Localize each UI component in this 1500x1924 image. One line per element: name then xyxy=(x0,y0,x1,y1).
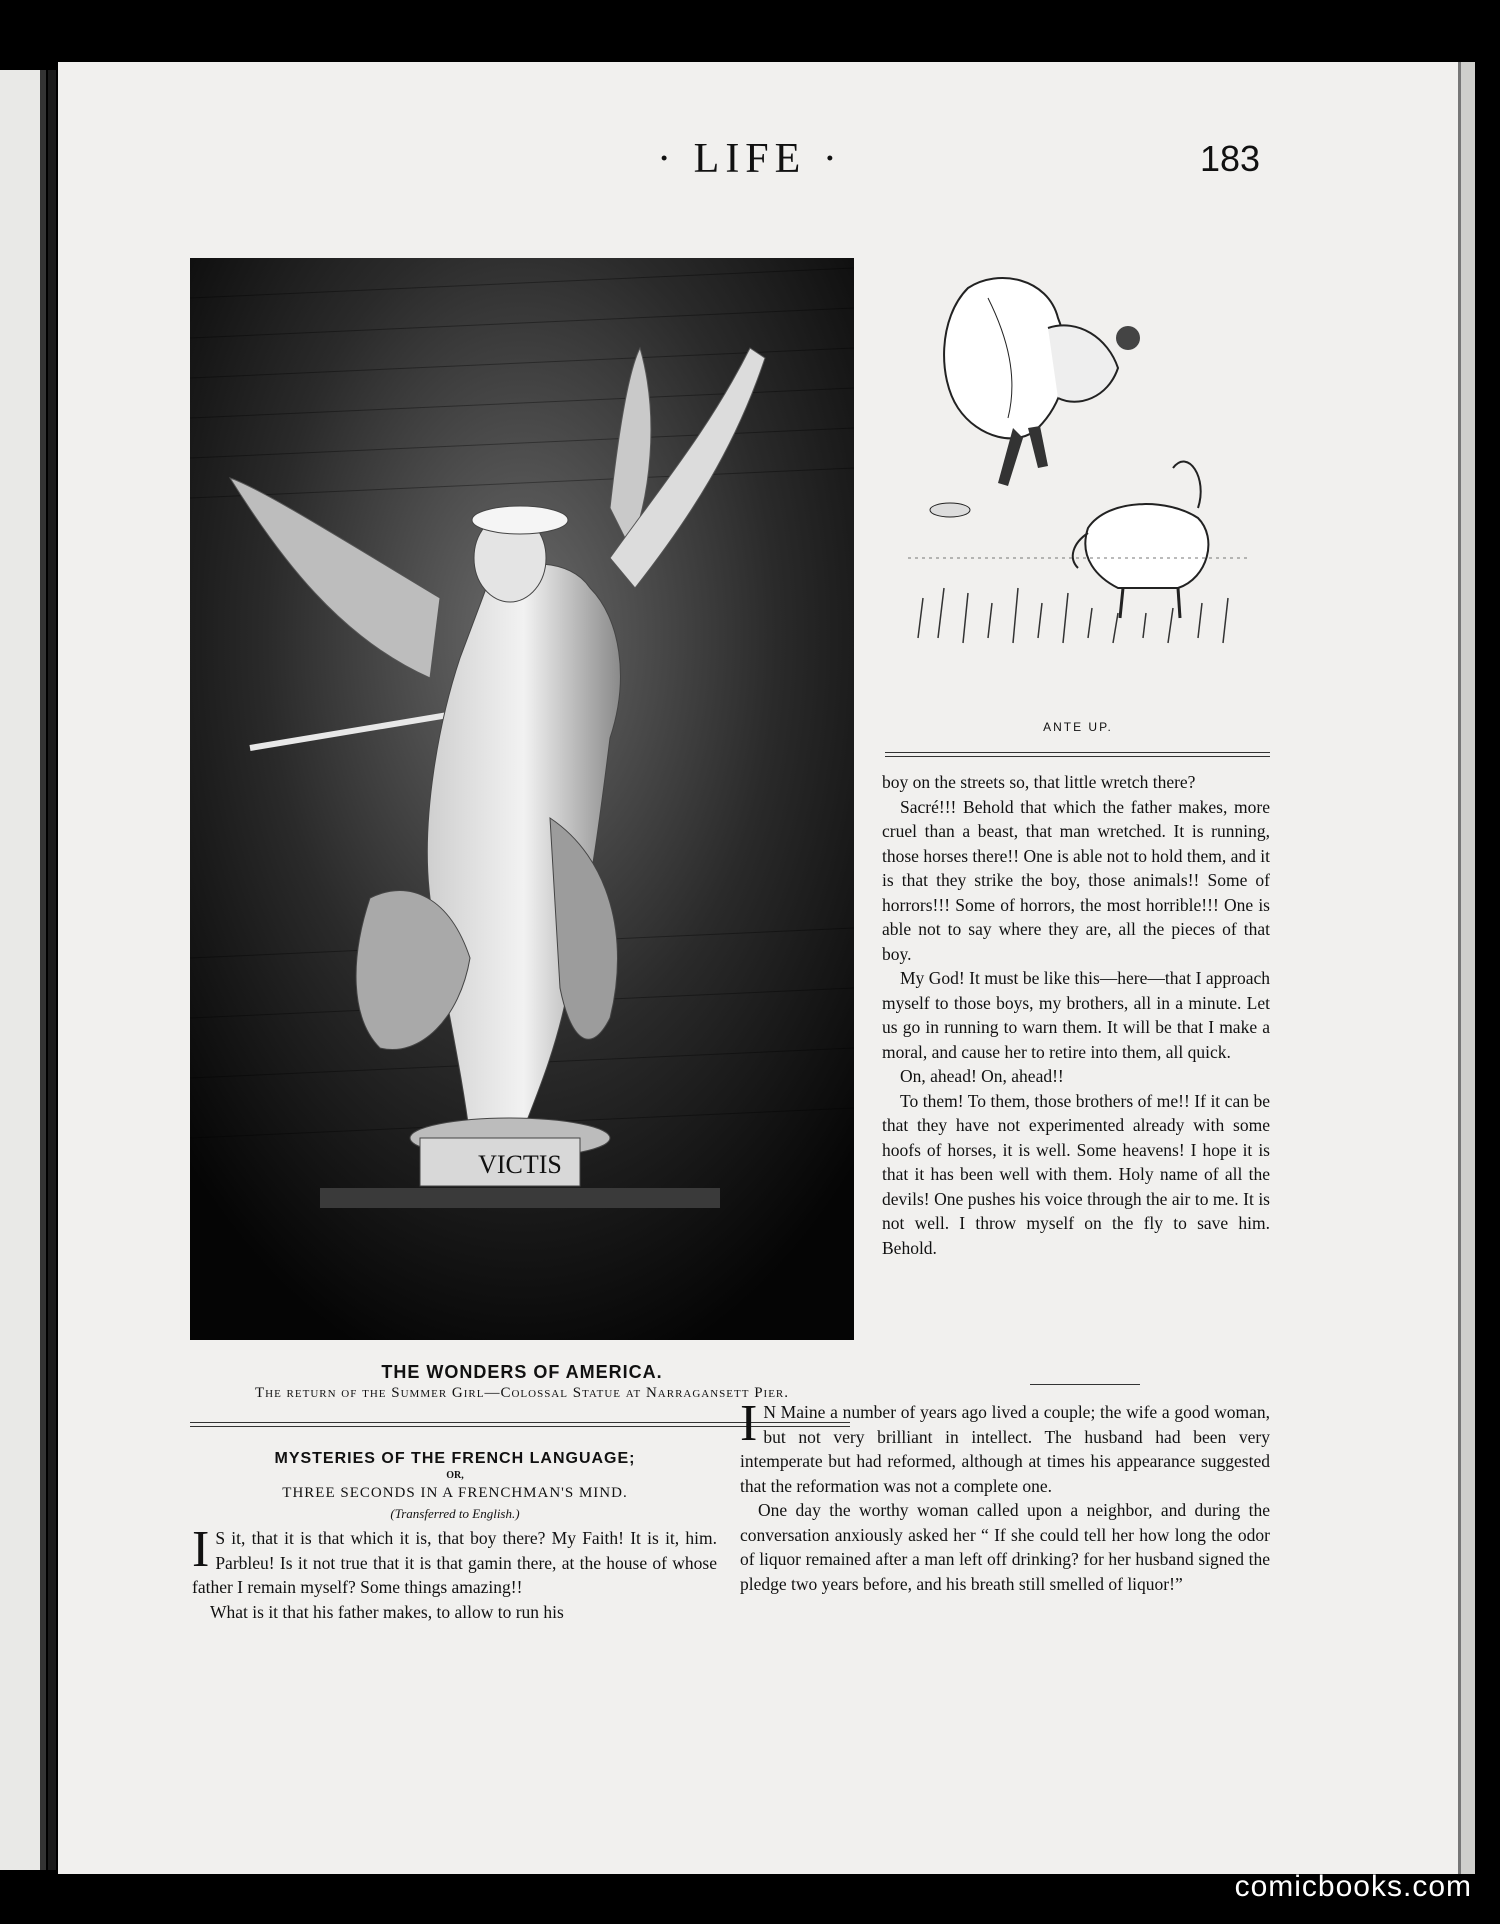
left-page-edge xyxy=(0,70,46,1870)
paragraph: Sacré!!! Behold that which the father makes, more cruel than a beast, that man wretched. It is running, those horses there!! One is able not to hold them, and it is that they strike the boy, those animals!! Some of horrors!!! Some of horrors, the most horrible!!! One is able not to say where they are, all the pieces of that boy. xyxy=(882,796,1270,964)
maine-story xyxy=(740,1395,1270,1596)
right-column-text xyxy=(882,770,1270,1260)
statue-illustration xyxy=(190,258,854,1340)
paragraph: On, ahead! On, ahead!! xyxy=(900,1066,1064,1086)
paragraph: One day the worthy woman called upon a neighbor, and during the conversation anxiously asked her “ If she could tell her how long the odor of liquor remained after a man left off drinking? for her husband signed the pledge two years before, and his breath still smelled of liquor!” xyxy=(740,1500,1270,1594)
plinth-inscription: VICTIS xyxy=(478,1150,562,1179)
statue-caption-subtitle: The return of the Summer Girl—Colossal Statue at Narragansett Pier. xyxy=(254,1385,790,1401)
paragraph: To them! To them, those brothers of me!! If it can be that they have not experimented already with some hoofs of horses, it is well. Some heavens! I hope it is that it has been well with them. Holy name of all the devils! One pushes his voice through the air to me. It is not well. I throw myself on the fly to save him. Behold. xyxy=(882,1090,1270,1258)
page-right-edge xyxy=(1458,62,1475,1874)
article-or: OR, xyxy=(446,1470,464,1481)
page-number: 183 xyxy=(1200,138,1261,179)
paragraph: boy on the streets so, that little wretch there? xyxy=(882,772,1196,792)
ante-up-cartoon xyxy=(908,258,1248,708)
divider-rule xyxy=(885,752,1270,757)
magazine-title: · LIFE · xyxy=(657,136,843,182)
book-spine xyxy=(48,70,56,1870)
cartoon-caption: ANTE UP. xyxy=(1043,720,1113,734)
drop-cap: I xyxy=(740,1395,758,1452)
drop-cap: I xyxy=(192,1521,210,1578)
short-rule xyxy=(1030,1384,1140,1385)
article-subtitle: THREE SECONDS IN A FRENCHMAN'S MIND. xyxy=(282,1485,628,1501)
mysteries-text xyxy=(192,1521,717,1624)
article-note: (Transferred to English.) xyxy=(390,1506,520,1521)
watermark: comicbooks.com xyxy=(1234,1870,1472,1903)
paragraph: I N Maine a number of years ago lived a couple; the wife a good woman, but not very brilliant in intellect. The husband had been very intemperate but had reformed, although at times his appearance suggested that the reformation was not a complete one. xyxy=(740,1395,1270,1496)
article-title: MYSTERIES OF THE FRENCH LANGUAGE; xyxy=(274,1450,636,1467)
paragraph: What is it that his father makes, to allow to run his xyxy=(210,1601,564,1622)
paragraph: I S it, that it is that which it is, that boy there? My Faith! It is it, him. Parbleu! Is it not true that it is that gamin there, at the house of whose father I remain myself? Some things amazing!! xyxy=(192,1521,717,1597)
paragraph: My God! It must be like this—here—that I approach myself to those boys, my brothers, all in a minute. Let us go in running to warn them. It will be that I make a moral, and cause her to retire into them, all quick. xyxy=(882,968,1270,1062)
statue-caption-title: THE WONDERS OF AMERICA. xyxy=(381,1362,663,1382)
